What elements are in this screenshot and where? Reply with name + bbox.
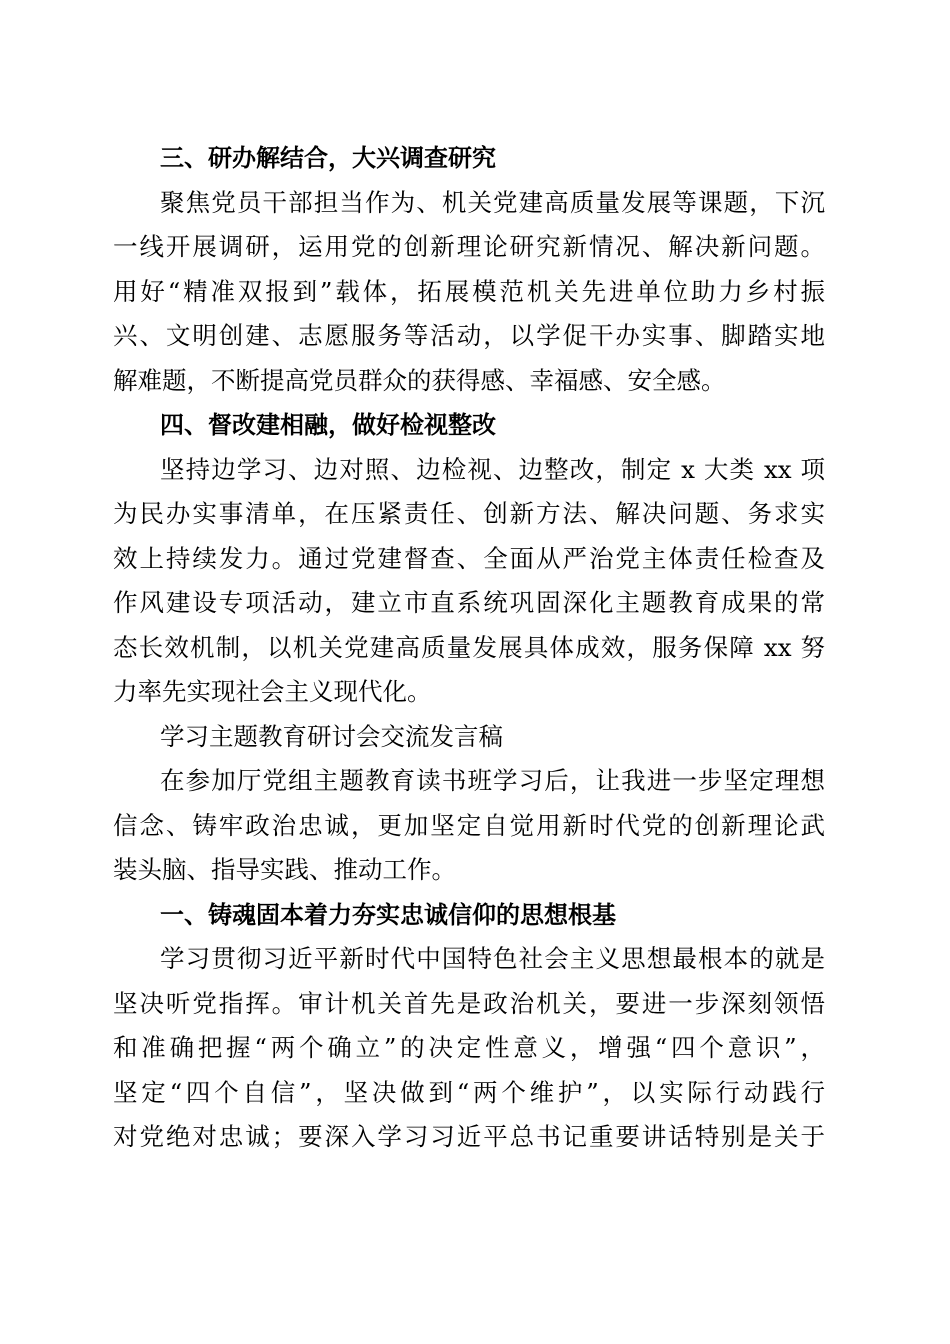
body-paragraph	[113, 448, 825, 715]
paragraph-line: 信念、铸牢政治忠诚，更加坚定自觉用新时代党的创新理论武	[113, 810, 825, 840]
body-paragraph	[113, 759, 825, 893]
paragraph-line: 力率先实现社会主义现代化。	[113, 677, 432, 706]
paragraph-line: 坚决听党指挥。审计机关首先是政治机关，要进一步深刻领悟	[113, 988, 825, 1018]
paragraph-line: 一线开展调研，运用党的创新理论研究新情况、解决新问题。	[113, 232, 825, 261]
paragraph-line: 效上持续发力。通过党建督查、全面从严治党主体责任检查及	[113, 543, 825, 573]
body-paragraph	[113, 937, 825, 1160]
paragraph-line: 坚定“四个自信”，坚决做到“两个维护”，以实际行动践行	[113, 1077, 825, 1107]
section-heading-3: 三、研办解结合，大兴调查研究	[160, 144, 496, 172]
paragraph-line: 解难题，不断提高党员群众的获得感、幸福感、安全感。	[113, 365, 726, 395]
section-heading-1: 一、铸魂固本着力夯实忠诚信仰的思想根基	[160, 900, 616, 929]
paragraph-line: 为民办实事清单，在压紧责任、创新方法、解决问题、务求实	[113, 499, 825, 528]
paragraph-line: 坚持边学习、边对照、边检视、边整改，制定 x 大类 xx 项	[160, 454, 825, 484]
paragraph-line: 兴、文明创建、志愿服务等活动，以学促干办实事、脚踏实地	[113, 321, 825, 350]
paragraph-line: 对党绝对忠诚；要深入学习习近平总书记重要讲话特别是关于	[113, 1122, 825, 1151]
paragraph-line: 在参加厅党组主题教育读书班学习后，让我进一步坚定理想	[160, 766, 825, 795]
paragraph-line: 学习贯彻习近平新时代中国特色社会主义思想最根本的就是	[160, 944, 825, 973]
document-page	[113, 136, 825, 1160]
paragraph-line: 和准确把握“两个确立”的决定性意义，增强“四个意识”，	[113, 1033, 825, 1062]
paragraph-line: 态长效机制，以机关党建高质量发展具体成效，服务保障 xx 努	[113, 632, 825, 662]
document-subtitle: 学习主题教育研讨会交流发言稿	[160, 721, 503, 751]
paragraph-line: 作风建设专项活动，建立市直系统巩固深化主题教育成果的常	[113, 588, 825, 617]
paragraph-line: 用好“精准双报到”载体，拓展模范机关先进单位助力乡村振	[113, 276, 825, 306]
body-paragraph	[113, 181, 825, 404]
section-heading-4: 四、督改建相融，做好检视整改	[160, 411, 496, 439]
paragraph-line: 聚焦党员干部担当作为、机关党建高质量发展等课题，下沉	[160, 187, 825, 217]
paragraph-line: 装头脑、指导实践、推动工作。	[113, 855, 456, 884]
